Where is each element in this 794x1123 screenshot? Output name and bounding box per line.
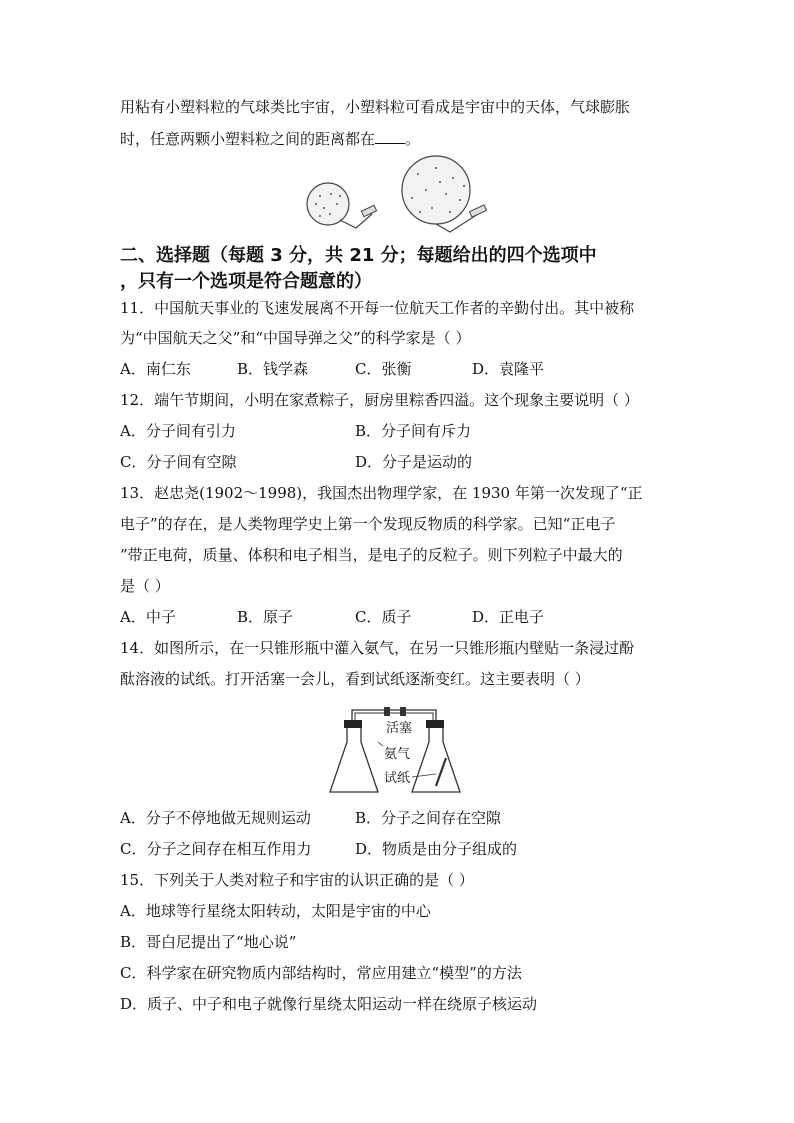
q15-option-c: C．科学家在研究物质内部结构时，常应用建立“模型”的方法: [120, 964, 522, 982]
large-balloon: [402, 156, 487, 232]
q11-option-d: D．袁隆平: [472, 360, 545, 378]
balloon-figure: [300, 152, 500, 237]
q11-option-b: B．钱学森: [237, 360, 309, 378]
q13-line-3: ”带正电荷，质量、体积和电子相当，是电子的反粒子。则下列粒子中最大的: [120, 546, 623, 564]
test-paper-label: 试纸: [384, 771, 411, 786]
small-balloon: [307, 183, 377, 228]
section-heading-line-1: 二、选择题（每题 3 分，共 21 分；每题给出的四个选项中: [120, 245, 597, 266]
answer-blank: [375, 129, 405, 144]
ammonia-label: 氨气: [384, 747, 411, 762]
q12-line-1: 12．端午节期间，小明在家煮粽子，厨房里粽香四溢。这个现象主要说明（ ）: [120, 391, 639, 409]
q14-line-1: 14．如图所示，在一只锥形瓶中灌入氨气，在另一只锥形瓶内壁贴一条浸过酚: [120, 639, 635, 657]
q14-option-c: C．分子之间存在相互作用力: [120, 840, 312, 858]
q15-line-1: 15．下列关于人类对粒子和宇宙的认识正确的是（ ）: [120, 871, 474, 889]
q14-option-b: B．分子之间存在空隙: [355, 809, 502, 827]
valve-icon: [384, 707, 406, 716]
intro-line-1: 用粘有小塑料粒的气球类比宇宙，小塑料粒可看成是宇宙中的天体，气球膨胀: [120, 98, 631, 116]
q15-option-d: D．质子、中子和电子就像行星绕太阳运动一样在绕原子核运动: [120, 995, 538, 1013]
intro-line-2-end: 。: [405, 130, 421, 148]
intro-line-2-text: 时，任意两颗小塑料粒之间的距离都在: [120, 130, 376, 148]
q13-option-d: D．正电子: [472, 608, 545, 626]
q13-line-2: 电子”的存在，是人类物理学史上第一个发现反物质的科学家。已知“正电子: [120, 515, 616, 533]
section-heading-line-2: ，只有一个选项是符合题意的）: [120, 271, 372, 292]
q13-line-1: 13．赵忠尧(1902～1998)，我国杰出物理学家，在 1930 年第一次发现了“正: [120, 484, 643, 502]
q11-option-a: A．南仁东: [120, 360, 191, 378]
q11-line-2: 为“中国航天之父”和“中国导弹之父”的科学家是（ ）: [120, 329, 471, 347]
q12-option-d: D．分子是运动的: [355, 453, 473, 471]
q13-line-4: 是（ ）: [120, 577, 170, 595]
left-flask: [330, 720, 378, 792]
q15-option-b: B．哥白尼提出了“地心说”: [120, 933, 297, 951]
q14-line-2: 酞溶液的试纸。打开活塞一会儿，看到试纸逐渐变红。这主要表明（ ）: [120, 670, 590, 688]
q13-option-a: A．中子: [120, 608, 176, 626]
q15-option-a: A．地球等行星绕太阳转动，太阳是宇宙的中心: [120, 902, 431, 920]
q14-option-d: D．物质是由分子组成的: [355, 840, 518, 858]
q13-option-b: B．原子: [237, 608, 294, 626]
q12-option-b: B．分子间有斥力: [355, 422, 472, 440]
valve-label: 活塞: [386, 721, 413, 736]
q13-option-c: C．质子: [355, 608, 412, 626]
flask-figure: [326, 702, 471, 798]
q12-option-c: C．分子间有空隙: [120, 453, 237, 471]
q11-line-1: 11．中国航天事业的飞速发展离不开每一位航天工作者的辛勤付出。其中被称: [120, 299, 635, 317]
q11-option-c: C．张衡: [355, 360, 412, 378]
right-flask: [412, 720, 460, 792]
q12-option-a: A．分子间有引力: [120, 422, 236, 440]
intro-line-2: [120, 129, 420, 149]
q14-option-a: A．分子不停地做无规则运动: [120, 809, 311, 827]
